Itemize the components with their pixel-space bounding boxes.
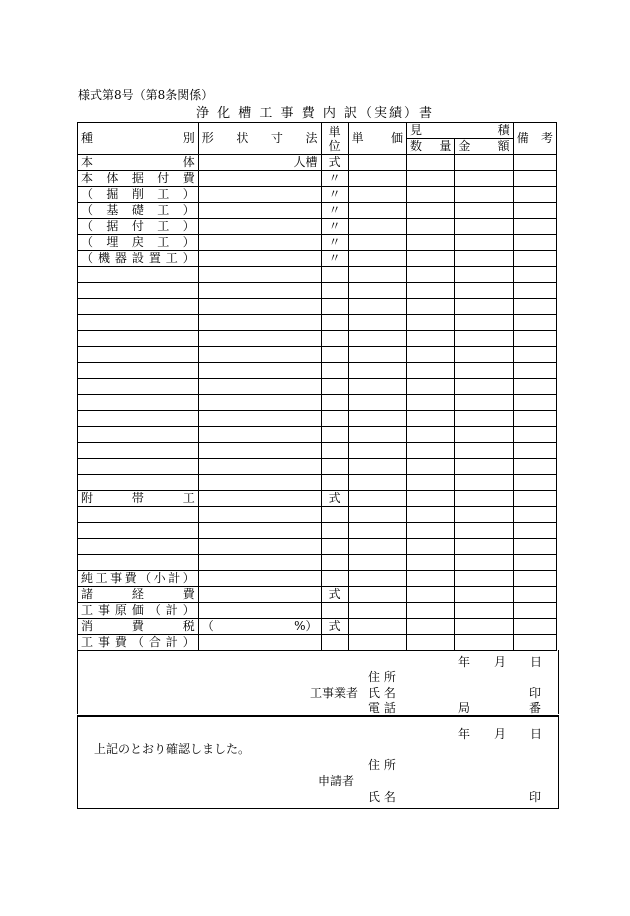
kind-cell[interactable] [78, 283, 199, 299]
header-amount: 金 額 [455, 139, 513, 155]
qty-cell[interactable] [407, 171, 455, 187]
blank-row [78, 539, 557, 555]
kind-cell: （ 埋 戻 工 ） [78, 235, 199, 251]
unit-cell [321, 283, 348, 299]
blank-row [78, 427, 557, 443]
kind-cell: 工 事 原 価 （ 計 ） [78, 603, 199, 619]
unit-cell [321, 571, 348, 587]
shape-cell[interactable] [198, 299, 321, 315]
amount-cell[interactable] [455, 635, 513, 651]
unit-cell [321, 379, 348, 395]
unit-cell: 〃 [321, 251, 348, 267]
qty-cell[interactable] [407, 507, 455, 523]
confirm-statement: 上記のとおり確認しました。 [94, 742, 251, 756]
qty-cell[interactable] [407, 299, 455, 315]
qty-cell[interactable] [407, 187, 455, 203]
shape-cell[interactable] [198, 331, 321, 347]
note-cell[interactable] [513, 491, 556, 507]
contractor-address-label: 住 所 [368, 670, 396, 684]
unit-cell: 式 [321, 587, 348, 603]
note-cell[interactable] [513, 475, 556, 491]
confirm-year: 年 [458, 727, 471, 741]
shape-cell[interactable] [198, 555, 321, 571]
price-cell[interactable] [348, 411, 406, 427]
kind-cell: （ 機 器 設 置 工 ） [78, 251, 199, 267]
shape-cell[interactable] [198, 171, 321, 187]
contractor-section [77, 650, 559, 714]
price-cell[interactable] [348, 267, 406, 283]
note-cell[interactable] [513, 635, 556, 651]
note-cell[interactable] [513, 203, 556, 219]
amount-cell[interactable] [455, 539, 513, 555]
price-cell[interactable] [348, 219, 406, 235]
table-row [78, 171, 557, 187]
price-cell[interactable] [348, 363, 406, 379]
price-cell[interactable] [348, 555, 406, 571]
qty-cell[interactable] [407, 619, 455, 635]
price-cell[interactable] [348, 171, 406, 187]
price-cell[interactable] [348, 571, 406, 587]
kind-cell: 工 事 費 （ 合 計 ） [78, 635, 199, 651]
shape-cell[interactable] [198, 491, 321, 507]
note-cell[interactable] [513, 603, 556, 619]
shape-cell[interactable] [198, 251, 321, 267]
price-cell[interactable] [348, 507, 406, 523]
shape-cell[interactable]: （ %） [198, 619, 321, 635]
unit-cell [321, 395, 348, 411]
qty-cell[interactable] [407, 363, 455, 379]
form-number: 様式第8号（第8条関係） [78, 88, 214, 102]
kind-cell: （ 掘 削 工 ） [78, 187, 199, 203]
contractor-month: 月 [494, 655, 507, 669]
qty-cell[interactable] [407, 251, 455, 267]
note-cell[interactable] [513, 363, 556, 379]
blank-row [78, 315, 557, 331]
qty-cell[interactable] [407, 635, 455, 651]
price-cell[interactable] [348, 235, 406, 251]
table-row [78, 235, 557, 251]
amount-cell[interactable] [455, 395, 513, 411]
blank-row [78, 411, 557, 427]
price-cell[interactable] [348, 331, 406, 347]
price-cell[interactable] [348, 347, 406, 363]
price-cell[interactable] [348, 491, 406, 507]
unit-cell: 式 [321, 619, 348, 635]
unit-cell [321, 475, 348, 491]
shape-cell[interactable] [198, 443, 321, 459]
note-cell[interactable] [513, 523, 556, 539]
shape-cell[interactable] [198, 203, 321, 219]
qty-cell[interactable] [407, 219, 455, 235]
amount-cell[interactable] [455, 315, 513, 331]
unit-cell [321, 315, 348, 331]
shape-cell[interactable] [198, 507, 321, 523]
shape-cell[interactable] [198, 427, 321, 443]
price-cell[interactable] [348, 427, 406, 443]
note-cell[interactable] [513, 395, 556, 411]
shape-cell[interactable] [198, 539, 321, 555]
amount-cell[interactable] [455, 379, 513, 395]
kind-cell[interactable] [78, 267, 199, 283]
document-title: 浄 化 槽 工 事 費 内 訳（実績）書 [196, 106, 434, 121]
amount-cell[interactable] [455, 235, 513, 251]
price-cell[interactable] [348, 187, 406, 203]
applicant-address-label: 住 所 [368, 758, 396, 772]
blank-row [78, 331, 557, 347]
amount-cell[interactable] [455, 507, 513, 523]
amount-cell[interactable] [455, 347, 513, 363]
price-cell[interactable] [348, 155, 406, 171]
note-cell[interactable] [513, 555, 556, 571]
summary-row [78, 571, 557, 587]
table-body [78, 155, 557, 651]
qty-cell[interactable] [407, 155, 455, 171]
kind-cell: （ 据 付 工 ） [78, 219, 199, 235]
unit-cell [321, 443, 348, 459]
blank-row [78, 475, 557, 491]
header-row-1 [78, 123, 557, 139]
qty-cell[interactable] [407, 283, 455, 299]
qty-cell[interactable] [407, 571, 455, 587]
kind-cell[interactable] [78, 331, 199, 347]
kind-cell: 消 費 税 [78, 619, 199, 635]
price-cell[interactable] [348, 315, 406, 331]
kind-cell[interactable] [78, 523, 199, 539]
shape-cell[interactable] [198, 235, 321, 251]
qty-cell[interactable] [407, 347, 455, 363]
applicant-role: 申請者 [318, 774, 355, 788]
note-cell[interactable] [513, 507, 556, 523]
qty-cell[interactable] [407, 443, 455, 459]
note-cell[interactable] [513, 235, 556, 251]
note-cell[interactable] [513, 315, 556, 331]
accessory-row [78, 491, 557, 507]
kind-cell: （ 基 礎 工 ） [78, 203, 199, 219]
unit-cell [321, 411, 348, 427]
shape-cell[interactable] [198, 411, 321, 427]
kind-cell[interactable] [78, 539, 199, 555]
kind-cell: 諸 経 費 [78, 587, 199, 603]
blank-row [78, 283, 557, 299]
amount-cell[interactable] [455, 171, 513, 187]
blank-row [78, 507, 557, 523]
amount-cell[interactable] [455, 411, 513, 427]
kind-cell: 附 帯 工 [78, 491, 199, 507]
blank-row [78, 443, 557, 459]
price-cell[interactable] [348, 475, 406, 491]
kind-cell[interactable] [78, 395, 199, 411]
header-shape: 形 状 寸 法 [198, 123, 321, 155]
kind-cell[interactable] [78, 411, 199, 427]
amount-cell[interactable] [455, 363, 513, 379]
contractor-phone-bureau: 局 [458, 701, 471, 715]
note-cell[interactable] [513, 267, 556, 283]
note-cell[interactable] [513, 299, 556, 315]
qty-cell[interactable] [407, 203, 455, 219]
unit-cell [321, 427, 348, 443]
note-cell[interactable] [513, 187, 556, 203]
price-cell[interactable] [348, 379, 406, 395]
note-cell[interactable] [513, 619, 556, 635]
shape-cell[interactable] [198, 315, 321, 331]
qty-cell[interactable] [407, 587, 455, 603]
blank-row [78, 555, 557, 571]
note-cell[interactable] [513, 283, 556, 299]
amount-cell[interactable] [455, 427, 513, 443]
price-cell[interactable] [348, 443, 406, 459]
summary-row [78, 619, 557, 635]
contractor-role: 工事業者 [310, 686, 359, 700]
header-unit: 単 位 [321, 123, 348, 155]
table-row [78, 155, 557, 171]
price-cell[interactable] [348, 299, 406, 315]
note-cell[interactable] [513, 587, 556, 603]
amount-cell[interactable] [455, 587, 513, 603]
blank-row [78, 347, 557, 363]
qty-cell[interactable] [407, 539, 455, 555]
blank-row [78, 523, 557, 539]
unit-cell [321, 539, 348, 555]
shape-cell[interactable] [198, 459, 321, 475]
qty-cell[interactable] [407, 427, 455, 443]
contractor-year: 年 [458, 655, 471, 669]
qty-cell[interactable] [407, 459, 455, 475]
price-cell[interactable] [348, 523, 406, 539]
applicant-seal: 印 [529, 790, 542, 804]
contractor-seal: 印 [529, 686, 542, 700]
shape-cell[interactable] [198, 523, 321, 539]
amount-cell[interactable] [455, 331, 513, 347]
amount-cell[interactable] [455, 155, 513, 171]
note-cell[interactable] [513, 459, 556, 475]
amount-cell[interactable] [455, 523, 513, 539]
qty-cell[interactable] [407, 379, 455, 395]
kind-cell[interactable] [78, 443, 199, 459]
unit-cell [321, 267, 348, 283]
shape-cell[interactable] [198, 363, 321, 379]
kind-cell: 純 工 事 費 （ 小 計 ） [78, 571, 199, 587]
contractor-phone-number: 番 [529, 701, 542, 715]
kind-cell: 本 体 [78, 155, 199, 171]
shape-cell[interactable] [198, 475, 321, 491]
qty-cell[interactable] [407, 395, 455, 411]
note-cell[interactable] [513, 171, 556, 187]
shape-cell[interactable]: 人槽 [198, 155, 321, 171]
note-cell[interactable] [513, 219, 556, 235]
note-cell[interactable] [513, 379, 556, 395]
confirm-day: 日 [530, 727, 543, 741]
kind-cell[interactable] [78, 475, 199, 491]
header-kind: 種 別 [78, 123, 199, 155]
qty-cell[interactable] [407, 491, 455, 507]
shape-cell[interactable] [198, 635, 321, 651]
kind-cell[interactable] [78, 363, 199, 379]
price-cell[interactable] [348, 635, 406, 651]
kind-cell[interactable] [78, 555, 199, 571]
amount-cell[interactable] [455, 203, 513, 219]
table-row [78, 219, 557, 235]
unit-cell [321, 459, 348, 475]
qty-cell[interactable] [407, 315, 455, 331]
note-cell[interactable] [513, 443, 556, 459]
amount-cell[interactable] [455, 187, 513, 203]
unit-cell: 式 [321, 491, 348, 507]
blank-row [78, 395, 557, 411]
summary-row [78, 603, 557, 619]
table-row [78, 251, 557, 267]
header-note: 備 考 [513, 123, 556, 155]
kind-cell[interactable] [78, 379, 199, 395]
price-cell[interactable] [348, 395, 406, 411]
price-cell[interactable] [348, 587, 406, 603]
price-cell[interactable] [348, 251, 406, 267]
header-estimate: 見 積 [407, 123, 514, 139]
contractor-name-label: 氏 名 [368, 686, 396, 700]
kind-cell[interactable] [78, 427, 199, 443]
contractor-phone-label: 電 話 [368, 701, 396, 715]
blank-row [78, 379, 557, 395]
shape-cell[interactable] [198, 267, 321, 283]
header-qty: 数 量 [407, 139, 455, 155]
qty-cell[interactable] [407, 555, 455, 571]
amount-cell[interactable] [455, 491, 513, 507]
unit-cell: 〃 [321, 171, 348, 187]
note-cell[interactable] [513, 571, 556, 587]
shape-cell[interactable] [198, 571, 321, 587]
qty-cell[interactable] [407, 523, 455, 539]
kind-cell[interactable] [78, 315, 199, 331]
amount-cell[interactable] [455, 443, 513, 459]
table-row [78, 187, 557, 203]
unit-cell [321, 299, 348, 315]
unit-cell [321, 347, 348, 363]
shape-cell[interactable] [198, 347, 321, 363]
blank-row [78, 299, 557, 315]
qty-cell[interactable] [407, 603, 455, 619]
summary-row [78, 587, 557, 603]
unit-cell [321, 331, 348, 347]
contractor-day: 日 [530, 655, 543, 669]
unit-cell [321, 523, 348, 539]
unit-cell [321, 507, 348, 523]
price-cell[interactable] [348, 603, 406, 619]
kind-cell: 本 体 据 付 費 [78, 171, 199, 187]
qty-cell[interactable] [407, 475, 455, 491]
shape-cell[interactable] [198, 587, 321, 603]
note-cell[interactable] [513, 539, 556, 555]
price-cell[interactable] [348, 203, 406, 219]
blank-row [78, 363, 557, 379]
price-cell[interactable] [348, 619, 406, 635]
amount-cell[interactable] [455, 283, 513, 299]
shape-cell[interactable] [198, 395, 321, 411]
amount-cell[interactable] [455, 475, 513, 491]
qty-cell[interactable] [407, 331, 455, 347]
qty-cell[interactable] [407, 411, 455, 427]
note-cell[interactable] [513, 155, 556, 171]
qty-cell[interactable] [407, 235, 455, 251]
table-row [78, 203, 557, 219]
unit-cell: 〃 [321, 235, 348, 251]
amount-cell[interactable] [455, 603, 513, 619]
note-cell[interactable] [513, 427, 556, 443]
amount-cell[interactable] [455, 299, 513, 315]
kind-cell[interactable] [78, 347, 199, 363]
note-cell[interactable] [513, 347, 556, 363]
shape-cell[interactable] [198, 187, 321, 203]
blank-row [78, 267, 557, 283]
kind-cell[interactable] [78, 507, 199, 523]
unit-cell: 〃 [321, 219, 348, 235]
confirmation-section [77, 715, 559, 809]
qty-cell[interactable] [407, 267, 455, 283]
unit-cell: 〃 [321, 203, 348, 219]
kind-cell[interactable] [78, 299, 199, 315]
amount-cell[interactable] [455, 267, 513, 283]
kind-cell[interactable] [78, 459, 199, 475]
amount-cell[interactable] [455, 251, 513, 267]
unit-cell [321, 635, 348, 651]
unit-cell [321, 603, 348, 619]
shape-cell[interactable] [198, 283, 321, 299]
unit-cell: 式 [321, 155, 348, 171]
cost-breakdown-table [77, 122, 557, 651]
amount-cell[interactable] [455, 619, 513, 635]
unit-cell [321, 363, 348, 379]
shape-cell[interactable] [198, 603, 321, 619]
unit-cell: 〃 [321, 187, 348, 203]
note-cell[interactable] [513, 411, 556, 427]
amount-cell[interactable] [455, 571, 513, 587]
blank-row [78, 459, 557, 475]
note-cell[interactable] [513, 251, 556, 267]
note-cell[interactable] [513, 331, 556, 347]
price-cell[interactable] [348, 283, 406, 299]
confirm-month: 月 [494, 727, 507, 741]
amount-cell[interactable] [455, 219, 513, 235]
applicant-name-label: 氏 名 [368, 790, 396, 804]
price-cell[interactable] [348, 459, 406, 475]
shape-cell[interactable] [198, 219, 321, 235]
summary-row [78, 635, 557, 651]
price-cell[interactable] [348, 539, 406, 555]
header-price: 単 価 [348, 123, 406, 155]
amount-cell[interactable] [455, 555, 513, 571]
unit-cell [321, 555, 348, 571]
amount-cell[interactable] [455, 459, 513, 475]
shape-cell[interactable] [198, 379, 321, 395]
